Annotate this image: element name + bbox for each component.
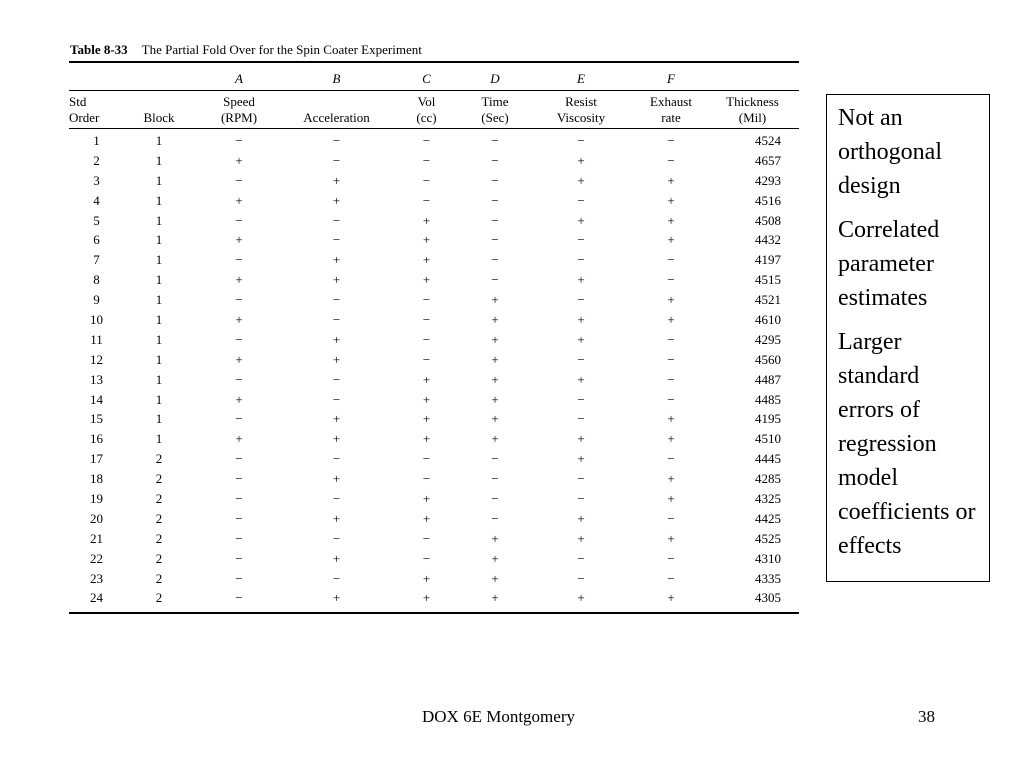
table-cell: − [332,391,341,407]
column-header [464,93,526,126]
table-cell: − [422,550,431,566]
table-row [69,350,799,370]
table-cell: − [491,252,499,268]
table-cell: − [577,252,585,268]
table-cell: − [577,132,585,148]
table-cell: − [332,212,341,228]
table-cell: − [235,252,243,268]
table-cell: 1 [155,252,163,268]
table-cell: − [422,351,431,367]
table-cell: 1 [155,351,163,367]
table-row [69,171,799,191]
table-cell: + [235,232,243,248]
table-row [69,588,799,608]
table-cell: − [422,292,431,308]
table-cell: − [667,272,675,288]
column-header-line: (RPM) [220,109,258,125]
column-header-line: (Sec) [481,109,509,125]
table-cell: − [491,490,499,506]
table-cell: − [667,331,675,347]
factor-letter [706,69,799,89]
table-cell: − [332,232,341,248]
table-cell: + [667,212,675,228]
table-cell: + [577,371,585,387]
table-cell: + [332,192,341,208]
column-header-line: Exhaust [650,93,692,109]
column-header-line: rate [661,109,681,125]
column-header-line: Resist [565,93,597,109]
table-cell: 4610 [755,311,781,327]
table-row [69,509,799,529]
table-cell: + [491,311,499,327]
table-cell: + [667,232,675,248]
column-header-line: Acceleration [303,109,370,125]
note-item: Larger standard errors of regression model coefficients or effects [838,329,976,559]
table-cell: − [422,152,431,168]
table-cell: − [577,351,585,367]
table-cell: − [332,490,341,506]
table-cell: − [667,570,675,586]
table-cell: − [491,471,499,487]
table-cell: − [491,152,499,168]
table-row [69,151,799,171]
factor-letter: A [235,71,243,86]
table-cell: − [491,232,499,248]
table-row [69,270,799,290]
column-header [284,93,389,126]
table-cell: − [235,172,243,188]
table-cell: − [577,550,585,566]
table-cell: 1 [155,192,163,208]
table-cell: − [332,451,341,467]
table-cell: + [577,172,585,188]
table-cell: + [332,172,341,188]
table-cell: + [235,192,243,208]
table-cell: 4305 [755,590,781,606]
header-rule [69,128,799,129]
table-cell: 4525 [755,530,781,546]
factor-letter [69,69,124,89]
table-cell: − [491,212,499,228]
column-header-line: (cc) [416,109,437,125]
table-cell: + [332,252,341,268]
table-row [69,131,799,151]
table-cell: − [667,351,675,367]
note-item: Correlated parameter estimates [838,217,940,311]
table-cell: + [422,232,431,248]
table-cell: + [491,371,499,387]
table-cell: + [332,550,341,566]
table-cell: 7 [93,252,100,268]
table-cell: + [667,172,675,188]
table-cell: 4445 [755,451,781,467]
table-cell: 1 [155,391,163,407]
table-cell: 2 [155,530,163,546]
table-cell: − [491,172,499,188]
table-cell: + [332,431,341,447]
footer-text: DOX 6E Montgomery [422,707,575,726]
table-cell: + [667,590,675,606]
table-cell: + [577,212,585,228]
table-cell: + [667,311,675,327]
table-cell: 4195 [755,411,781,427]
table-cell: + [491,570,499,586]
table-cell: 9 [93,292,100,308]
table-row [69,230,799,250]
table-cell: − [422,172,431,188]
table-cell: 4521 [755,292,781,308]
table-cell: 20 [90,510,103,526]
table-cell: − [577,232,585,248]
table-cell: 1 [155,132,163,148]
column-header-line: Order [69,109,100,125]
table-cell: − [667,152,675,168]
table-cell: 2 [93,152,100,168]
page-number: 38 [918,707,935,726]
table-cell: + [577,331,585,347]
table-cell: − [235,530,243,546]
table-cell: − [491,451,499,467]
table-bottom-rule [69,612,799,614]
note-item: Not an orthogonal design [838,105,942,199]
table-cell: − [235,570,243,586]
table-cell: − [235,451,243,467]
column-header-line: Speed [223,93,255,109]
table-row [69,409,799,429]
table-cell: + [577,431,585,447]
table-row [69,211,799,231]
table-cell: 1 [155,212,163,228]
table-cell: 4487 [755,371,781,387]
table-row [69,429,799,449]
table-cell: − [235,371,243,387]
table-cell: − [422,192,431,208]
table-cell: + [667,411,675,427]
table-cell: 1 [155,232,163,248]
table-cell: 1 [155,292,163,308]
table-cell: − [667,391,675,407]
table-cell: + [332,272,341,288]
table-cell: − [491,192,499,208]
table-cell: − [491,510,499,526]
column-header-line: Viscosity [556,109,606,125]
table-cell: − [235,132,243,148]
column-header-line: Block [143,109,175,125]
table-cell: 4485 [755,391,781,407]
table-cell: + [577,530,585,546]
table-cell: 17 [90,451,103,467]
table-cell: − [491,272,499,288]
factor-letter: C [422,71,431,86]
table-cell: − [332,292,341,308]
column-header-line: Std [69,93,87,109]
table-cell: − [667,451,675,467]
table-cell: + [332,411,341,427]
table-cell: − [667,252,675,268]
table-title: The Partial Fold Over for the Spin Coater Experiment [141,42,422,57]
table-cell: + [332,590,341,606]
table-cell: 22 [90,550,103,566]
table-cell: 4295 [755,331,781,347]
table-number: Table 8-33 [70,42,128,57]
table-cell: + [667,490,675,506]
table-cell: 4293 [755,172,781,188]
table-cell: 15 [90,411,103,427]
table-cell: − [235,411,243,427]
table-row [69,250,799,270]
table-cell: + [422,510,431,526]
table-row [69,191,799,211]
table-cell: + [422,490,431,506]
table-cell: − [667,132,675,148]
column-header-line: Time [481,93,509,109]
table-cell: 1 [155,431,163,447]
table-cell: − [577,570,585,586]
table-cell: + [422,212,431,228]
table-cell: + [332,351,341,367]
table-cell: 4285 [755,471,781,487]
table-cell: 2 [155,570,163,586]
table-cell: 4197 [755,252,781,268]
column-header-line [284,94,389,110]
table-cell: 4515 [755,272,781,288]
table-cell: 4524 [755,132,781,148]
table-cell: + [332,471,341,487]
table-cell: 24 [90,590,103,606]
table-cell: + [577,311,585,327]
table-cell: + [422,272,431,288]
table-cell: 2 [155,550,163,566]
table-cell: 4510 [755,431,781,447]
table-cell: − [577,292,585,308]
table-cell: + [491,431,499,447]
table-cell: 4 [93,192,100,208]
table-cell: − [235,550,243,566]
column-header-row [69,93,799,126]
table-cell: 1 [155,371,163,387]
letter-rule [69,90,799,91]
table-cell: + [667,292,675,308]
table-cell: − [332,371,341,387]
table-cell: − [235,490,243,506]
table-cell: 4335 [755,570,781,586]
table-cell: + [491,351,499,367]
table-top-rule [69,61,799,63]
table-cell: − [577,490,585,506]
column-header-line: Vol [417,93,436,109]
table-cell: 4425 [755,510,781,526]
table-cell: + [332,510,341,526]
table-cell: + [577,510,585,526]
table-cell: + [667,431,675,447]
table-cell: + [577,590,585,606]
table-row [69,449,799,469]
table-cell: + [235,311,243,327]
table-cell: + [235,391,243,407]
column-header [636,93,706,126]
table-cell: + [235,431,243,447]
table-cell: − [332,570,341,586]
table-row [69,310,799,330]
table-cell: + [491,292,499,308]
table-cell: + [491,411,499,427]
column-header [194,93,284,126]
table-cell: + [235,272,243,288]
column-header [706,93,799,126]
table-cell: 2 [155,510,163,526]
column-header-line [124,94,194,110]
table-cell: + [422,252,431,268]
table-cell: 3 [93,172,100,188]
table-cell: + [422,371,431,387]
table-cell: 4657 [755,152,781,168]
table-cell: 8 [93,272,100,288]
table-cell: + [422,411,431,427]
table-cell: + [422,590,431,606]
table-cell: − [332,152,341,168]
factor-letter-row [69,69,799,89]
table-cell: − [235,590,243,606]
table-cell: 1 [155,272,163,288]
table-cell: 2 [155,471,163,487]
table-cell: 4325 [755,490,781,506]
table-row [69,489,799,509]
table-cell: + [491,590,499,606]
table-cell: − [235,331,243,347]
table-cell: − [422,471,431,487]
table-cell: 19 [90,490,103,506]
table-cell: + [491,391,499,407]
column-header [69,93,124,126]
table-cell: − [422,331,431,347]
table-cell: 1 [155,411,163,427]
table-cell: 13 [90,371,103,387]
table-cell: 1 [155,172,163,188]
table-cell: − [235,292,243,308]
table-cell: 4560 [755,351,781,367]
factor-letter: B [332,71,341,86]
factor-letter: D [490,71,500,86]
table-cell: − [577,411,585,427]
table-cell: + [235,351,243,367]
table-cell: 4516 [755,192,781,208]
table-cell: 6 [93,232,100,248]
table-cell: − [577,471,585,487]
column-header-line: Thickness [726,93,779,109]
table-cell: − [422,530,431,546]
table-cell: − [667,510,675,526]
table-cell: 4310 [755,550,781,566]
table-cell: + [332,331,341,347]
table-cell: − [332,311,341,327]
table-cell: 2 [155,451,163,467]
table-cell: − [577,391,585,407]
table-caption [70,42,422,58]
table-cell: + [422,391,431,407]
table-cell: − [667,371,675,387]
table-cell: + [577,451,585,467]
factor-letter: F [667,71,675,86]
factor-letter [124,69,194,89]
table-cell: + [667,530,675,546]
table-row [69,370,799,390]
table-cell: 1 [155,152,163,168]
table-row [69,549,799,569]
table-cell: − [422,451,431,467]
table-cell: + [577,272,585,288]
factor-letter: E [577,71,585,86]
table-cell: 23 [90,570,103,586]
table-cell: 4508 [755,212,781,228]
table-cell: + [422,431,431,447]
table-cell: − [577,192,585,208]
table-cell: + [491,550,499,566]
table-cell: 21 [90,530,103,546]
table-row [69,330,799,350]
table-cell: 14 [90,391,103,407]
table-cell: − [235,212,243,228]
table-row [69,290,799,310]
table-cell: 5 [93,212,100,228]
table-cell: − [667,550,675,566]
table-cell: − [491,132,499,148]
table-cell: 12 [90,351,103,367]
table-cell: 1 [155,311,163,327]
table-row [69,390,799,410]
column-header [124,93,194,126]
table-cell: 2 [155,490,163,506]
table-cell: − [422,311,431,327]
table-cell: + [422,570,431,586]
table-cell: − [235,510,243,526]
table-row [69,529,799,549]
table-cell: + [577,152,585,168]
table-cell: + [491,331,499,347]
table-cell: 4432 [755,232,781,248]
table-cell: − [235,471,243,487]
table-row [69,569,799,589]
table-cell: + [667,471,675,487]
data-table-body [69,131,799,608]
table-cell: − [332,132,341,148]
table-cell: + [491,530,499,546]
table-cell: 2 [155,590,163,606]
table-cell: 11 [90,331,103,347]
table-cell: + [235,152,243,168]
table-row [69,469,799,489]
notes-box [826,94,990,582]
column-header [389,93,464,126]
table-cell: 1 [155,331,163,347]
table-cell: − [422,132,431,148]
table-cell: 18 [90,471,103,487]
column-header-line: (Mil) [738,109,767,125]
table-cell: + [667,192,675,208]
table-cell: 16 [90,431,103,447]
table-cell: − [332,530,341,546]
table-cell: 1 [93,132,100,148]
table-cell: 10 [90,311,103,327]
column-header [526,93,636,126]
